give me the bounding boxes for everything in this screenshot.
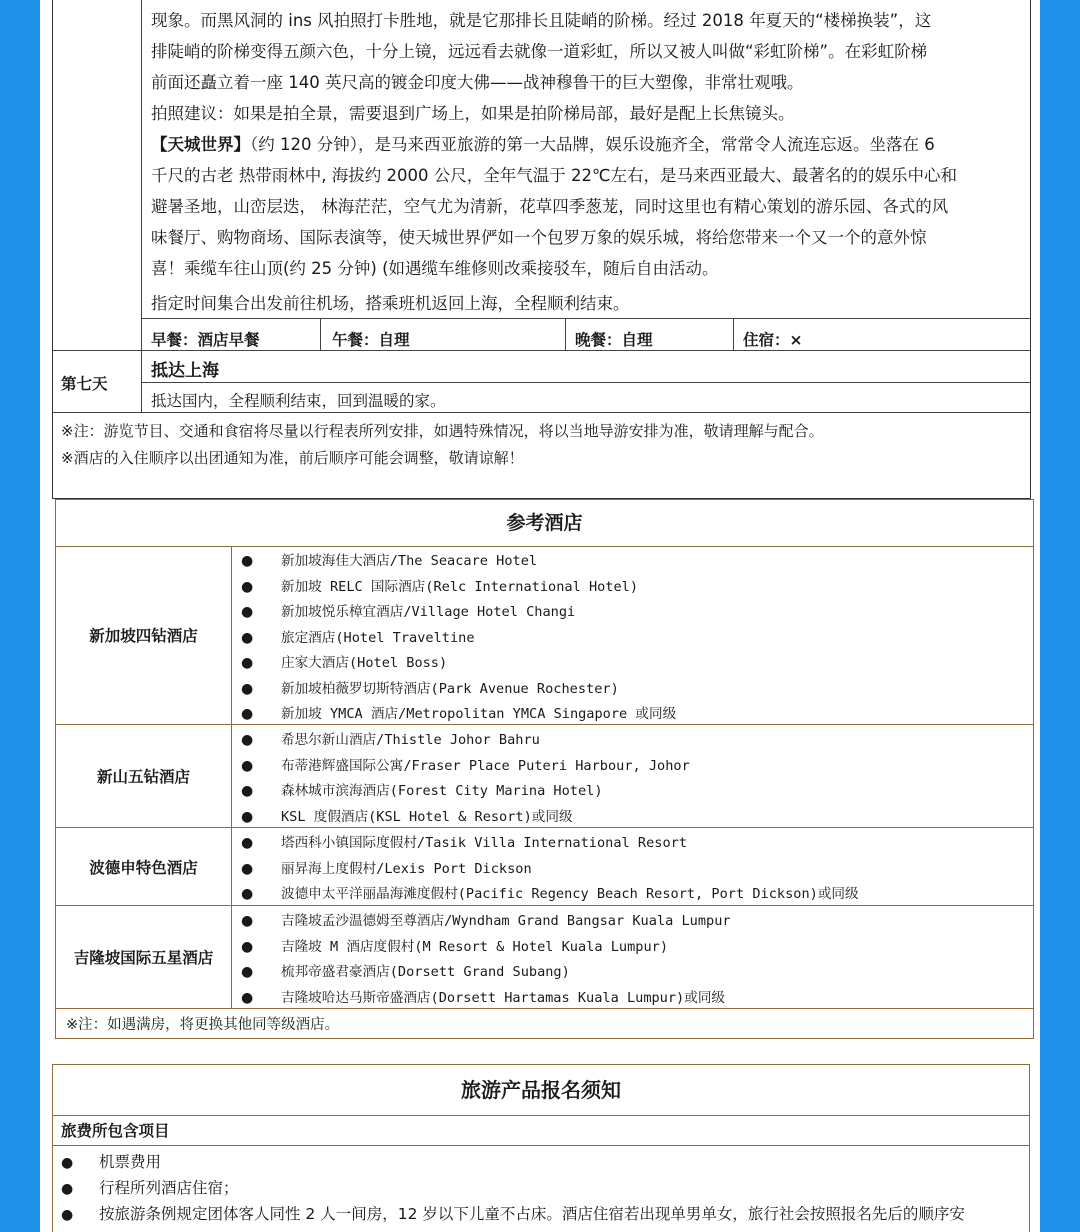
row-divider — [53, 412, 1031, 413]
itinerary-text-line: 前面还矗立着一座 140 英尺高的镀金印度大佛——战神穆鲁干的巨大塑像，非常壮观哦。 — [151, 73, 804, 92]
page — [40, 0, 1040, 1232]
bullet-icon: ● — [241, 938, 254, 955]
row-divider — [141, 382, 1031, 383]
meal-divider — [565, 318, 566, 350]
itinerary-text-line: 现象。而黑风洞的 ins 风拍照打卡胜地，就是它那排长且陡峭的阶梯。经过 2018 年夏天的“楼梯换装”，这 — [151, 11, 932, 30]
list-item — [241, 549, 676, 575]
hotel-name: 旅定酒店(Hotel Traveltine — [281, 629, 475, 646]
list-item — [241, 935, 731, 961]
hotel-group — [56, 546, 1033, 725]
row-divider — [53, 350, 1031, 351]
hotel-name: 庄家大酒店(Hotel Boss) — [281, 655, 448, 671]
list-item — [241, 805, 690, 831]
list-item — [241, 626, 676, 652]
hotel-name: 梳邦帝盛君豪酒店(Dorsett Grand Subang) — [281, 964, 570, 980]
hotels-title: 参考酒店 — [56, 500, 1033, 547]
genting-text: （约 120 分钟），是马来西亚旅游的第一大品牌，娱乐设施齐全，常常令人流连忘返。坐落在 6 — [250, 135, 935, 154]
bullet-icon: ● — [241, 757, 254, 774]
bullet-icon: ● — [241, 604, 254, 620]
list-item — [241, 909, 731, 935]
hotel-name: 新加坡海佳大酒店/The Seacare Hotel — [281, 553, 538, 569]
list-item — [241, 779, 690, 805]
bullet-icon: ● — [241, 835, 254, 851]
bullet-icon: ● — [241, 629, 254, 646]
signup-title: 旅游产品报名须知 — [53, 1065, 1029, 1116]
bullet-icon: ● — [61, 1207, 74, 1223]
hotel-category: 新加坡四钻酒店 — [56, 546, 232, 724]
list-item — [61, 1201, 965, 1227]
list-item — [241, 754, 690, 780]
hotel-name: 新加坡 RELC 国际酒店(Relc International Hotel) — [281, 578, 639, 595]
list-item — [241, 575, 676, 601]
hotel-list — [241, 909, 731, 1011]
hotel-name: 新加坡柏薇罗切斯特酒店(Park Avenue Rochester) — [281, 680, 619, 697]
bullet-icon: ● — [241, 964, 254, 980]
genting-text: 避暑圣地，山峦层迭， 林海茫茫，空气尤为清新，花草四季葱茏，同时这里也有精心策划的游乐园、各式的风 — [151, 197, 949, 216]
hotel-name: 希思尔新山酒店/Thistle Johor Bahru — [281, 732, 540, 748]
bullet-icon: ● — [241, 680, 254, 697]
day7-label: 第七天 — [61, 375, 108, 393]
hotel-name: 吉隆坡哈达马斯帝盛酒店(Dorsett Hartamas Kuala Lumpur)或同级 — [281, 989, 726, 1006]
included-item: 机票费用 — [99, 1153, 162, 1171]
bullet-icon: ● — [241, 655, 254, 671]
bullet-icon: ● — [241, 860, 254, 877]
list-item — [241, 960, 731, 986]
list-item — [241, 702, 676, 728]
hotel-list — [241, 549, 676, 728]
list-item — [241, 882, 859, 908]
list-item — [241, 600, 676, 626]
list-item — [61, 1149, 965, 1175]
meal-divider — [320, 318, 321, 350]
genting-title: 【天城世界】 — [151, 135, 250, 154]
hotel-category: 波德申特色酒店 — [56, 828, 232, 905]
hotel-name: 丽昇海上度假村/Lexis Port Dickson — [281, 860, 532, 877]
bullet-icon: ● — [61, 1181, 74, 1197]
list-item — [241, 651, 676, 677]
list-item — [61, 1175, 965, 1201]
hotel-name: 波德申太平洋丽晶海滩度假村(Pacific Regency Beach Resort, Port Dickson)或同级 — [281, 886, 859, 902]
day7-desc: 抵达国内，全程顺利结束，回到温暖的家。 — [151, 392, 446, 410]
genting-text: 喜！乘缆车往山顶(约 25 分钟) (如遇缆车维修则改乘接驳车，随后自由活动。 — [151, 259, 719, 278]
hotel-name: 布蒂港辉盛国际公寓/Fraser Place Puteri Harbour, Johor — [281, 757, 690, 774]
lodging-cell: 住宿：× — [743, 331, 803, 349]
included-items-list — [61, 1149, 965, 1227]
day7-title: 抵达上海 — [151, 361, 219, 381]
bullet-icon: ● — [241, 808, 254, 825]
genting-text: 味餐厅、购物商场、国际表演等，使天城世界俨如一个包罗万象的娱乐城，将给您带来一个又一个的意外惊 — [151, 228, 927, 247]
bullet-icon: ● — [241, 913, 254, 929]
itinerary-section — [52, 0, 1031, 499]
bullet-icon: ● — [241, 578, 254, 595]
hotel-name: 新加坡 YMCA 酒店/Metropolitan YMCA Singapore 或同级 — [281, 706, 677, 722]
hotel-name: KSL 度假酒店(KSL Hotel & Resort)或同级 — [281, 808, 573, 825]
itinerary-note: ※注：游览节目、交通和食宿将尽量以行程表所列安排，如遇特殊情况，将以当地导游安排为准，敬请理解与配合。 — [61, 422, 824, 440]
itinerary-note: ※酒店的入住顺序以出团通知为准，前后顺序可能会调整，敬请谅解！ — [61, 449, 524, 467]
hotel-name: 新加坡悦乐樟宜酒店/Village Hotel Changi — [281, 604, 576, 620]
hotel-name: 森林城市滨海酒店(Forest City Marina Hotel) — [281, 783, 603, 799]
bullet-icon: ● — [241, 783, 254, 799]
genting-line — [151, 129, 1031, 160]
included-item: 行程所列酒店住宿； — [99, 1179, 239, 1197]
final-line: 指定时间集合出发前往机场，搭乘班机返回上海，全程顺利结束。 — [151, 294, 630, 313]
hotel-category: 吉隆坡国际五星酒店 — [56, 906, 232, 1008]
breakfast-cell: 早餐：酒店早餐 — [151, 331, 260, 349]
hotel-list — [241, 831, 859, 908]
hotel-group — [56, 828, 1033, 906]
list-item — [241, 831, 859, 857]
bullet-icon: ● — [241, 886, 254, 902]
list-item — [241, 728, 690, 754]
bullet-icon: ● — [241, 989, 254, 1006]
hotel-group — [56, 906, 1033, 1009]
bullet-icon: ● — [241, 553, 254, 569]
genting-text: 千尺的古老 热带雨林中, 海拔约 2000 公尺，全年气温于 22℃左右，是马来西亚最大、最著名的的娱乐中心和 — [151, 166, 957, 185]
hotel-name: 塔西科小镇国际度假村/Tasik Villa International Resort — [281, 835, 688, 851]
lunch-cell: 午餐：自理 — [332, 331, 410, 349]
hotel-list — [241, 728, 690, 830]
hotel-group — [56, 725, 1033, 828]
itinerary-text-line: 拍照建议：如果是拍全景，需要退到广场上，如果是拍阶梯局部，最好是配上长焦镜头。 — [151, 104, 795, 123]
list-item — [241, 986, 731, 1012]
bullet-icon: ● — [61, 1155, 74, 1171]
reference-hotels-section — [55, 499, 1034, 1039]
included-item: 按旅游条例规定团体客人同性 2 人一间房，12 岁以下儿童不占床。酒店住宿若出现单男单女，旅行社会按照报名先后的顺序安 — [99, 1205, 965, 1223]
hotels-note: ※注：如遇满房，将更换其他同等级酒店。 — [66, 1017, 340, 1033]
hotel-category: 新山五钻酒店 — [56, 725, 232, 827]
hotel-name: 吉隆坡孟沙温德姆至尊酒店/Wyndham Grand Bangsar Kuala Lumpur — [281, 913, 731, 929]
list-item — [241, 677, 676, 703]
hotel-name: 吉隆坡 M 酒店度假村(M Resort & Hotel Kuala Lumpur) — [281, 938, 669, 955]
bullet-icon: ● — [241, 706, 254, 722]
meal-divider — [733, 318, 734, 350]
signup-subtitle: 旅费所包含项目 — [53, 1116, 1029, 1146]
itinerary-text-line: 排陡峭的阶梯变得五颜六色，十分上镜，远远看去就像一道彩虹，所以又被人叫做“彩虹阶梯”。在彩虹阶梯 — [151, 42, 928, 61]
list-item — [241, 857, 859, 883]
dinner-cell: 晚餐：自理 — [575, 331, 653, 349]
bullet-icon: ● — [241, 732, 254, 748]
signup-notice-section — [52, 1064, 1030, 1232]
